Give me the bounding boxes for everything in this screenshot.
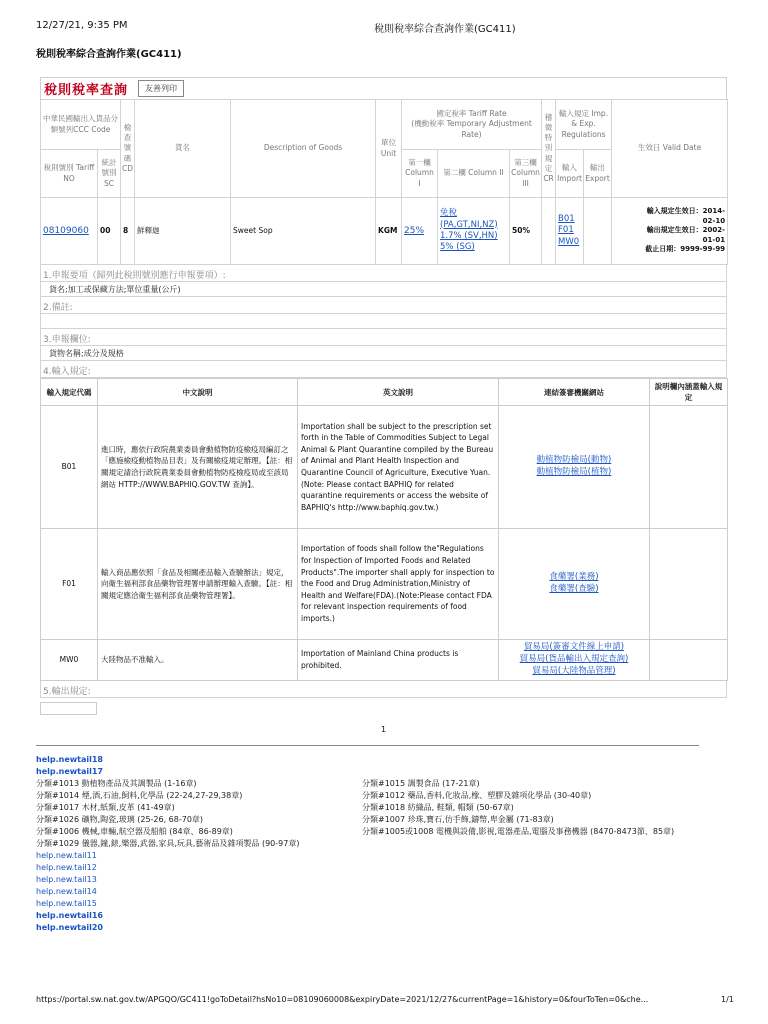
footer-page-count: 1/1: [721, 995, 734, 1004]
category-link[interactable]: 分類#1015 調製食品 (17-21章): [362, 779, 480, 788]
print-header: [0, 0, 768, 34]
col2-rate-link[interactable]: 5% (SG): [440, 242, 475, 253]
agency-site-link[interactable]: 貿易局(大陸物品管理): [532, 665, 616, 676]
page-heading: 稅則稅率綜合查詢作業(GC411): [36, 49, 182, 60]
imp-cn-desc: 進口時，應依行政院農業委員會動植物防疫檢疫局編訂之「應施檢疫動植物品目表」及有關檢疫規定辦理。【註：相關規定請洽行政院農業委員會動植物防疫檢疫局或至該局網站 HTTP://WWW.BAPHIQ.GOV.TW 查詢】。: [98, 406, 298, 529]
imp-code-header: 輸入規定代碼: [41, 379, 98, 406]
imp-cn-desc: 輸入商品應依照「食品及相關產品輸入查驗辦法」規定，向衛生福利部食品藥物管理署申請辦理輸入查驗。【註：相關規定應洽衛生福利部食品藥物管理署】。: [98, 529, 298, 640]
stat-no-value: 00: [98, 198, 121, 265]
tariff-no-header: 稅則號別 Tariff NO: [41, 150, 98, 198]
goods-en-header: Description of Goods: [231, 100, 376, 198]
help-link[interactable]: help.newtail17: [36, 767, 103, 776]
help-link[interactable]: help.new.tail14: [36, 887, 97, 896]
col2-rate-link[interactable]: (PA,GT,NI,NZ): [440, 219, 498, 230]
help-link[interactable]: help.new.tail13: [36, 875, 97, 884]
table-row: [41, 640, 728, 681]
print-datetime: 12/27/21, 9:35 PM: [36, 20, 128, 31]
help-link[interactable]: help.newtail16: [36, 911, 103, 920]
imp-code: MW0: [41, 640, 98, 681]
export-empty-box: [40, 702, 97, 715]
col3-rate-value: 50%: [510, 198, 542, 265]
tariff-rate-label: 國定稅率 Tariff Rate: [436, 109, 507, 119]
category-link[interactable]: 分類#1013 動植物產品及其調製品 (1-16章): [36, 779, 197, 788]
category-link[interactable]: 分類#1012 藥品,香料,化妝品,橡、塑膠及雜項化學品 (30-40章): [362, 791, 592, 800]
category-row: [36, 826, 736, 838]
col1-rate-link[interactable]: 25%: [404, 225, 425, 236]
tariff-no-link[interactable]: 08109060: [43, 225, 89, 236]
category-row: [36, 802, 736, 814]
import-regulation-table: [40, 378, 728, 681]
page-number: 1: [381, 725, 387, 734]
category-row: [36, 778, 736, 790]
col1-header: 第一欄 Column I: [402, 150, 438, 198]
special-rule-header: 稽徵特別規定 CR: [542, 100, 556, 198]
import-valid-date: 輸入規定生效日：2014-: [646, 207, 726, 216]
category-row: [36, 838, 736, 850]
ccc-code-header: 中華民國輸出入貨品分類號列CCC Code: [41, 100, 121, 150]
goods-cn-header: 貨名: [135, 100, 231, 198]
category-link[interactable]: 分類#1006 機械,車輛,航空器及船舶 (84章、86-89章): [36, 827, 233, 836]
section-fields-body: 貨物名稱;成分及規格: [40, 346, 727, 361]
category-link[interactable]: 分類#1026 礦物,陶瓷,玻璃 (25-26, 68-70章): [36, 815, 204, 824]
help-link[interactable]: help.new.tail15: [36, 899, 97, 908]
import-reg-link[interactable]: B01: [558, 213, 575, 224]
temp-rate-label: (機動稅率 Temporary Adjustment Rate): [411, 119, 532, 139]
agency-site-link[interactable]: 食藥署(查驗): [549, 584, 599, 594]
panel-title: 稅則稅率查詢: [44, 83, 129, 98]
agency-site-link[interactable]: 食藥署(業務): [549, 572, 599, 583]
category-row: [36, 814, 736, 826]
imp-note: [650, 406, 728, 529]
category-row: [36, 790, 736, 802]
col2-rate-link[interactable]: 1.7% (SV,HN): [440, 231, 498, 241]
export-header: 輸出 Export: [584, 150, 612, 198]
imp-site-header: 連結簽審機關網站: [499, 379, 650, 406]
export-valid-date: 輸出規定生效日：2002-: [646, 226, 726, 235]
imp-code: B01: [41, 406, 98, 529]
category-link[interactable]: 分類#1005或1008 電機與設備,影視,電器產品,電腦及事務機器 (8470-8473節、85章): [362, 827, 675, 836]
section-declaration-body: 貨名;加工或保藏方法;單位重量(公斤): [40, 282, 727, 297]
section-remarks-title: 2.備註:: [40, 297, 727, 314]
col2-rate-link[interactable]: 免稅: [440, 208, 458, 219]
category-link[interactable]: 分類#1029 儀器,鐘,錶,樂器,武器,家具,玩具,藝術品及雜項製品 (90-97章): [36, 839, 300, 848]
table-row: [41, 529, 728, 640]
import-header: 輸入 Import: [556, 150, 584, 198]
export-reg-value: [584, 198, 612, 265]
imp-exp-header: 輸入規定 Imp. & Exp. Regulations: [556, 100, 612, 150]
imp-en-desc: Importation of Mainland China products is prohibited.: [298, 640, 499, 681]
section-export-title: 5.輸出規定:: [40, 681, 727, 698]
import-reg-link[interactable]: MW0: [558, 236, 580, 247]
goods-cn-value: 鮮釋迦: [135, 198, 231, 265]
friendly-print-button[interactable]: 友善列印: [138, 80, 184, 97]
section-declaration-title: 1.申報要項（歸列此稅則號別應行申報要項）:: [40, 265, 727, 282]
imp-code: F01: [41, 529, 98, 640]
special-rule-value: [542, 198, 556, 265]
help-link[interactable]: help.newtail20: [36, 923, 103, 932]
import-reg-link[interactable]: F01: [558, 225, 574, 236]
imp-cn-header: 中文說明: [98, 379, 298, 406]
imp-note: [650, 640, 728, 681]
tariff-rate-table: [40, 99, 728, 265]
tariff-query-panel: [40, 77, 727, 715]
check-code-header: 檢查號碼 CD: [121, 100, 135, 198]
imp-note-header: 說明欄內涵蓋輸入規定: [650, 379, 728, 406]
category-link[interactable]: 分類#1017 木材,紙類,皮革 (41-49章): [36, 803, 175, 812]
category-link[interactable]: 分類#1007 珍珠,寶石,仿手飾,鑄幣,卑金屬 (71-83章): [362, 815, 554, 824]
section-fields-title: 3.申報欄位:: [40, 329, 727, 346]
agency-site-link[interactable]: 貿易局(簽審文件線上申請): [523, 642, 625, 652]
help-navigation: [36, 754, 736, 934]
export-valid-date-cont: 01-01: [702, 235, 726, 244]
category-link[interactable]: 分類#1014 煙,酒,石油,飼料,化學品 (22-24,27-29,38章): [36, 791, 243, 800]
panel-title-row: [40, 77, 727, 99]
agency-site-link[interactable]: 動植物防檢局(動物): [536, 455, 612, 466]
table-row: [41, 406, 728, 529]
unit-header: 單位 Unit: [376, 100, 402, 198]
section-remarks-body: [40, 314, 727, 329]
section-import-title: 4.輸入規定:: [40, 361, 727, 378]
unit-value: KGM: [376, 198, 402, 265]
help-link[interactable]: help.new.tail12: [36, 863, 97, 872]
tariff-rate-header: [402, 100, 542, 150]
col2-header: 第二欄 Column II: [438, 150, 510, 198]
imp-en-desc: Importation of foods shall follow the"Regulations for Inspection of Imported Foods and Related Products".The importer shall apply for inspection to the Food and Drug Administration,Ministry of Health and Welfare(FDA).(Note:Please contact FDA for relevant inspection requirements of food imports.): [298, 529, 499, 640]
footer-url: https://portal.sw.nat.gov.tw/APGQO/GC411!goToDetail?hsNo10=08109060008&expiryDate=2021/12/27&currentPage=1&history=0&fourToTen=0&che...: [36, 995, 649, 1004]
col3-header: 第三欄 Column III: [510, 150, 542, 198]
tariff-record-row: [41, 198, 728, 265]
goods-en-value: Sweet Sop: [231, 198, 376, 265]
help-link[interactable]: help.new.tail11: [36, 851, 97, 860]
category-link[interactable]: 分類#1018 紡織品, 鞋類, 帽類 (50-67章): [362, 803, 514, 812]
help-link[interactable]: help.newtail18: [36, 755, 103, 764]
expiry-date: 截止日期：9999-99-99: [645, 245, 726, 254]
imp-en-header: 英文說明: [298, 379, 499, 406]
imp-en-desc: Importation shall be subject to the prescription set forth in the Table of Commodities Subject to Legal Animal & Plant Quarantine compiled by the Bureau of Animal and Plant Health Inspection and Quarantine Council of Agriculture, Executive Yuan. (Note: Please contact BAPHIQ for related quarantine requirements or access the website of BAPHIQ's http://www.baphiq.gov.tw.): [298, 406, 499, 529]
imp-cn-desc: 大陸物品不准輸入。: [98, 640, 298, 681]
check-code-value: 8: [121, 198, 135, 265]
agency-site-link[interactable]: 貿易局(貨品輸出入規定查詢): [519, 653, 629, 664]
import-valid-date-cont: 02-10: [702, 216, 726, 225]
imp-note: [650, 529, 728, 640]
divider: [36, 745, 699, 746]
print-page-title: 稅則稅率綜合查詢作業(GC411): [374, 24, 516, 35]
stat-no-header: 統計號別 SC: [98, 150, 121, 198]
agency-site-link[interactable]: 動植物防檢局(植物): [536, 467, 612, 477]
valid-date-header: 生效日 Valid Date: [612, 100, 728, 198]
